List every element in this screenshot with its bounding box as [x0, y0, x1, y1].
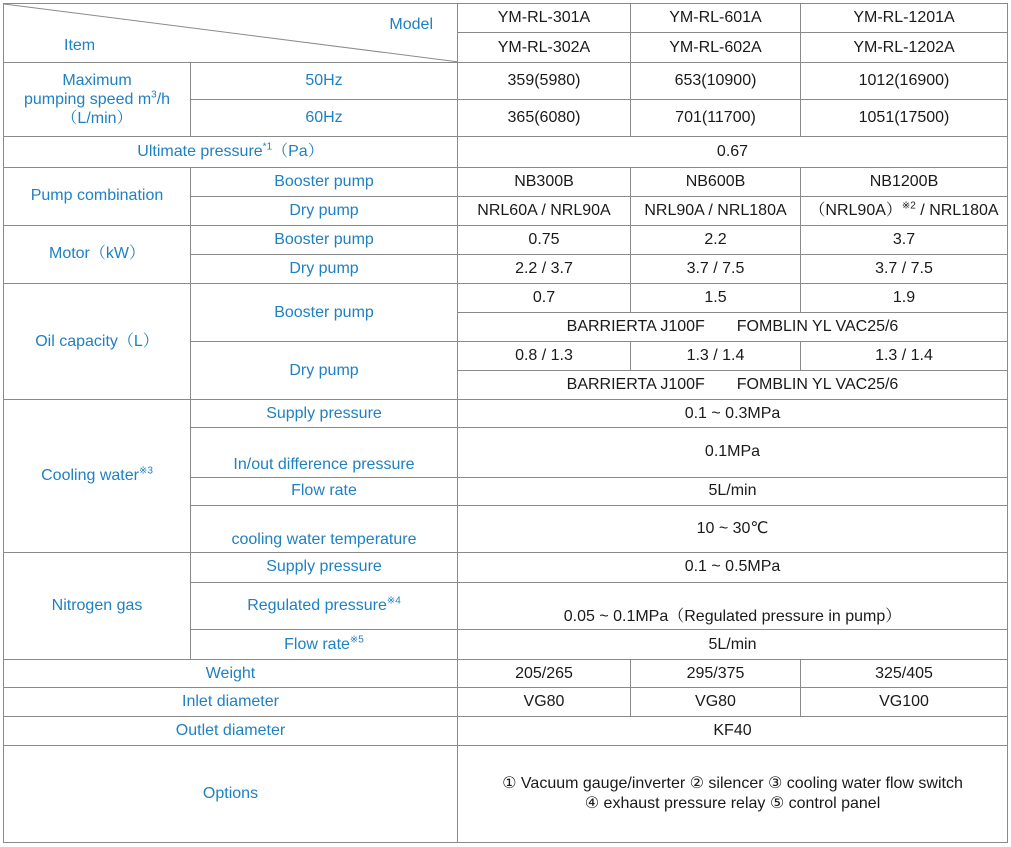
- value-cell: 10 ~ 30℃: [458, 505, 1008, 552]
- value-cell: 3.7 / 7.5: [801, 254, 1008, 283]
- nitrogen-gas-label: Nitrogen gas: [4, 552, 191, 659]
- header-corner-cell: [4, 4, 458, 63]
- oil-type-cell: BARRIERTA J100F FOMBLIN YL VAC25/6: [458, 313, 1008, 342]
- value-cell: NB600B: [631, 167, 801, 196]
- booster-pump-label: Booster pump: [191, 167, 458, 196]
- value-cell: 1.5: [631, 283, 801, 312]
- pumping-speed-label-line3: （L/min）: [61, 110, 133, 128]
- value-cell: VG80: [458, 688, 631, 717]
- value-cell: 325/405: [801, 660, 1008, 688]
- value-cell: 0.1MPa: [458, 428, 1008, 477]
- value-cell: KF40: [458, 717, 1008, 746]
- value-cell: 3.7 / 7.5: [631, 254, 801, 283]
- flow-rate-label: Flow rate: [191, 477, 458, 505]
- value-cell: 0.7: [458, 283, 631, 312]
- pumping-speed-label-line2: pumping speed m: [23, 91, 152, 109]
- value-cell: 5L/min: [458, 477, 1008, 505]
- value-cell: NRL60A / NRL90A: [458, 196, 631, 225]
- ultimate-pressure-label: [4, 137, 458, 167]
- model-cell: YM-RL-1202A: [801, 33, 1008, 63]
- oil-type-cell: BARRIERTA J100F FOMBLIN YL VAC25/6: [458, 371, 1008, 400]
- outlet-diameter-label: Outlet diameter: [4, 717, 458, 746]
- dry-pump-label: Dry pump: [191, 342, 458, 400]
- value-cell: 1012(16900): [801, 63, 1008, 100]
- model-header-label: Model: [389, 16, 433, 33]
- regulated-pressure-text: Regulated pressure: [247, 596, 387, 614]
- options-value: [458, 746, 1008, 843]
- cooling-water-label: [4, 400, 191, 553]
- value-cell: 359(5980): [458, 63, 631, 100]
- footnote-marker: ※4: [386, 595, 401, 607]
- item-header-label: Item: [64, 37, 96, 54]
- dry-pump-label: Dry pump: [191, 196, 458, 225]
- dry-value-text: （NRL90A）: [809, 201, 902, 219]
- supply-pressure-label: Supply pressure: [191, 400, 458, 428]
- model-cell: YM-RL-301A: [458, 4, 631, 33]
- value-cell: 295/375: [631, 660, 801, 688]
- value-cell: 3.7: [801, 225, 1008, 254]
- dry-pump-label: Dry pump: [191, 254, 458, 283]
- value-cell: NRL90A / NRL180A: [631, 196, 801, 225]
- value-cell: 0.8 / 1.3: [458, 342, 631, 371]
- model-cell: YM-RL-1201A: [801, 4, 1008, 33]
- value-cell: VG100: [801, 688, 1008, 717]
- weight-label: Weight: [4, 660, 458, 688]
- pumping-speed-label-line1: Maximum: [62, 72, 132, 90]
- oil-capacity-label: Oil capacity（L）: [4, 283, 191, 399]
- freq-60-label: 60Hz: [191, 100, 458, 137]
- value-cell: 0.1 ~ 0.5MPa: [458, 552, 1008, 582]
- model-cell: YM-RL-302A: [458, 33, 631, 63]
- value-cell: 5L/min: [458, 630, 1008, 660]
- value-cell: 0.75: [458, 225, 631, 254]
- pumping-speed-label-unit: /h: [156, 91, 171, 109]
- value-cell: VG80: [631, 688, 801, 717]
- flow-rate-text: Flow rate: [284, 635, 350, 653]
- cooling-water-text: Cooling water: [41, 467, 139, 485]
- freq-50-label: 50Hz: [191, 63, 458, 100]
- value-cell: NB1200B: [801, 167, 1008, 196]
- footnote-marker: ※3: [138, 465, 153, 477]
- ultimate-pressure-text: Ultimate pressure: [137, 142, 263, 160]
- value-cell: 1.3 / 1.4: [801, 342, 1008, 371]
- options-label: Options: [4, 746, 458, 843]
- value-cell: [801, 196, 1008, 225]
- spec-table: [3, 3, 1008, 843]
- value-cell: NB300B: [458, 167, 631, 196]
- unit-superscript: 3: [151, 89, 157, 101]
- motor-label: Motor（kW）: [4, 225, 191, 283]
- pumping-speed-label: [4, 63, 191, 137]
- supply-pressure-label: Supply pressure: [191, 552, 458, 582]
- value-cell: 1051(17500): [801, 100, 1008, 137]
- value-cell: 1.3 / 1.4: [631, 342, 801, 371]
- model-cell: YM-RL-602A: [631, 33, 801, 63]
- value-cell: 701(11700): [631, 100, 801, 137]
- booster-pump-label: Booster pump: [191, 283, 458, 341]
- ultimate-pressure-value: 0.67: [458, 137, 1008, 167]
- flow-rate-label: [191, 630, 458, 660]
- options-line-2: ④ exhaust pressure relay ⑤ control panel: [584, 795, 881, 813]
- pump-combination-label: Pump combination: [4, 167, 191, 225]
- value-cell: 653(10900): [631, 63, 801, 100]
- ultimate-pressure-unit: （Pa）: [272, 142, 324, 160]
- model-cell: YM-RL-601A: [631, 4, 801, 33]
- inlet-diameter-label: Inlet diameter: [4, 688, 458, 717]
- value-cell: 1.9: [801, 283, 1008, 312]
- water-temperature-label: cooling water temperature: [191, 505, 458, 552]
- footnote-marker: ※5: [349, 634, 364, 646]
- options-line-1: ① Vacuum gauge/inverter ② silencer ③ cooling water flow switch: [502, 775, 963, 793]
- value-cell: 365(6080): [458, 100, 631, 137]
- regulated-pressure-label: [191, 582, 458, 629]
- dry-value-text: / NRL180A: [915, 201, 999, 219]
- value-cell: 0.1 ~ 0.3MPa: [458, 400, 1008, 428]
- footnote-marker: *1: [262, 141, 273, 153]
- value-cell: 2.2: [631, 225, 801, 254]
- footnote-marker: ※2: [901, 200, 916, 212]
- difference-pressure-label: In/out difference pressure: [191, 428, 458, 477]
- booster-pump-label: Booster pump: [191, 225, 458, 254]
- value-cell: 0.05 ~ 0.1MPa（Regulated pressure in pump）: [458, 582, 1008, 629]
- value-cell: 2.2 / 3.7: [458, 254, 631, 283]
- value-cell: 205/265: [458, 660, 631, 688]
